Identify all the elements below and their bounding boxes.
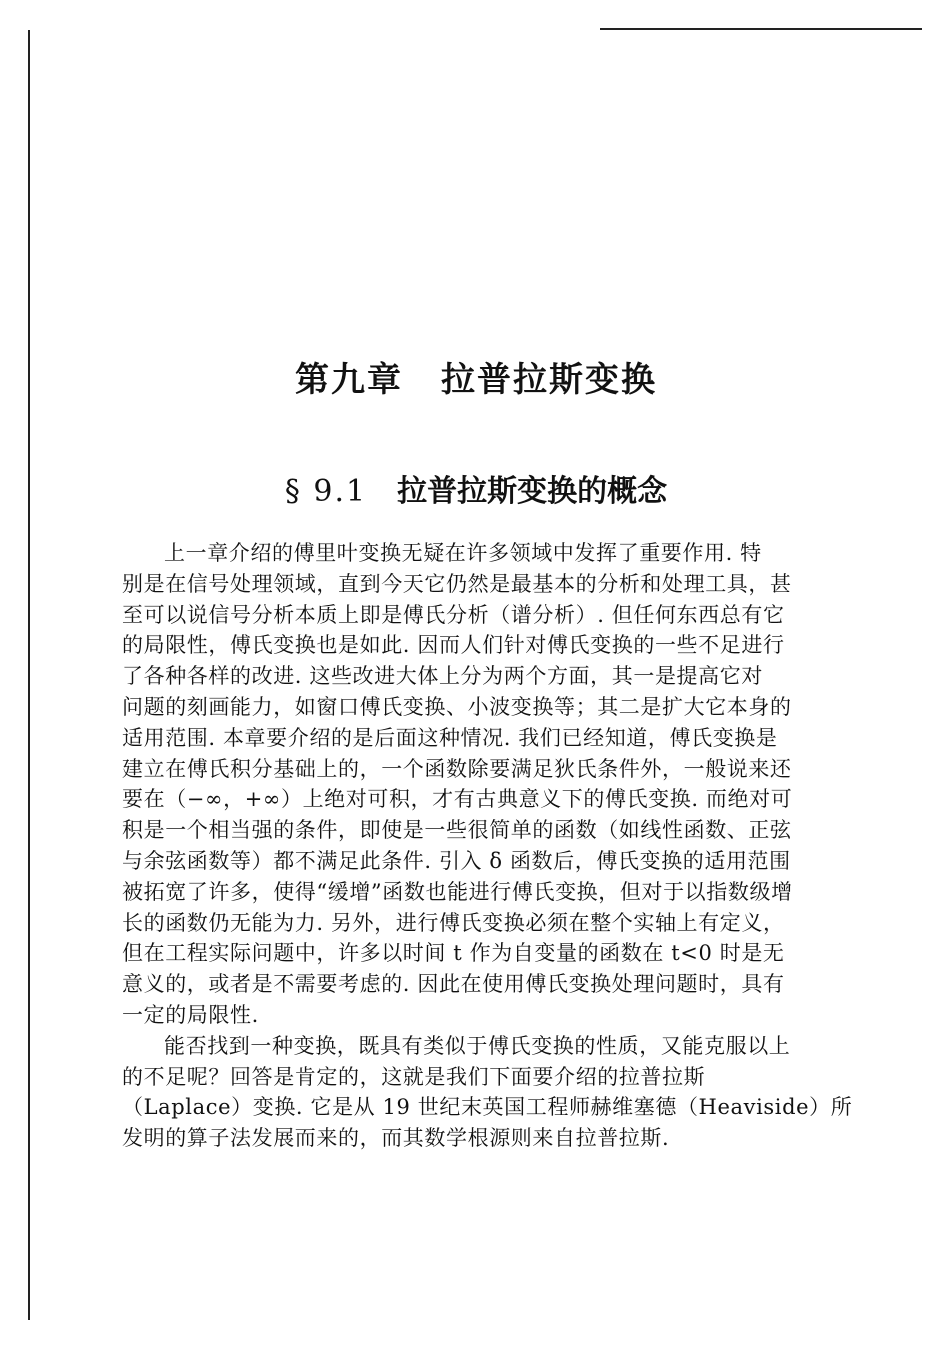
text-line: 能否找到一种变换，既具有类似于傅氏变换的性质，又能克服以上 [164,1033,791,1058]
body-text [122,538,853,1154]
text-line: 上一章介绍的傅里叶变换无疑在许多领域中发挥了重要作用. 特 [164,541,762,565]
section-name: 拉普拉斯变换的概念 [397,474,668,509]
text-line: 的局限性，傅氏变换也是如此. 因而人们针对傅氏变换的一些不足进行 [122,633,785,658]
section-number: § 9.1 [284,474,368,509]
header-rule [600,28,922,30]
paragraph [122,1031,853,1154]
text-line: 长的函数仍无能为力. 另外，进行傅氏变换必须在整个实轴上有定义， [122,910,785,935]
chapter-name: 拉普拉斯变换 [441,360,657,400]
text-line: 发明的算子法发展而来的，而其数学根源则来自拉普拉斯. [122,1126,670,1151]
left-margin-rule [28,30,30,1320]
text-line: 与余弦函数等）都不满足此条件. 引入 δ 函数后，傅氏变换的适用范围 [122,848,791,873]
text-line: （Laplace）变换. 它是从 19 世纪末英国工程师赫维塞德（Heaviside）所 [122,1095,853,1120]
text-line: 但在工程实际问题中，许多以时间 t 作为自变量的函数在 t<0 时是无 [122,941,785,966]
text-line: 一定的局限性. [122,1002,259,1027]
text-line: 建立在傅氏积分基础上的，一个函数除要满足狄氏条件外，一般说来还 [122,756,792,781]
text-line: 被拓宽了许多，使得“缓增”函数也能进行傅氏变换，但对于以指数级增 [122,879,793,904]
text-line: 至可以说信号分析本质上即是傅氏分析（谱分析）. 但任何东西总有它 [122,602,785,627]
text-line: 问题的刻画能力，如窗口傅氏变换、小波变换等；其二是扩大它本身的 [122,694,792,719]
paragraph [122,538,842,1031]
text-line: 适用范围. 本章要介绍的是后面这种情况. 我们已经知道，傅氏变换是 [122,725,778,750]
section-title [0,466,952,510]
chapter-number: 第九章 [295,360,403,400]
text-line: 积是一个相当强的条件，即使是一些很简单的函数（如线性函数、正弦 [122,818,792,843]
text-line: 意义的，或者是不需要考虑的. 因此在使用傅氏变换处理问题时，具有 [122,972,785,997]
text-line: 别是在信号处理领域，直到今天它仍然是最基本的分析和处理工具，甚 [122,571,792,596]
chapter-title [0,352,952,401]
text-line: 要在（−∞，+∞）上绝对可积，才有古典意义下的傅氏变换. 而绝对可 [122,787,793,812]
text-line: 的不足呢？回答是肯定的，这就是我们下面要介绍的拉普拉斯 [122,1064,706,1089]
text-line: 了各种各样的改进. 这些改进大体上分为两个方面，其一是提高它对 [122,664,763,689]
